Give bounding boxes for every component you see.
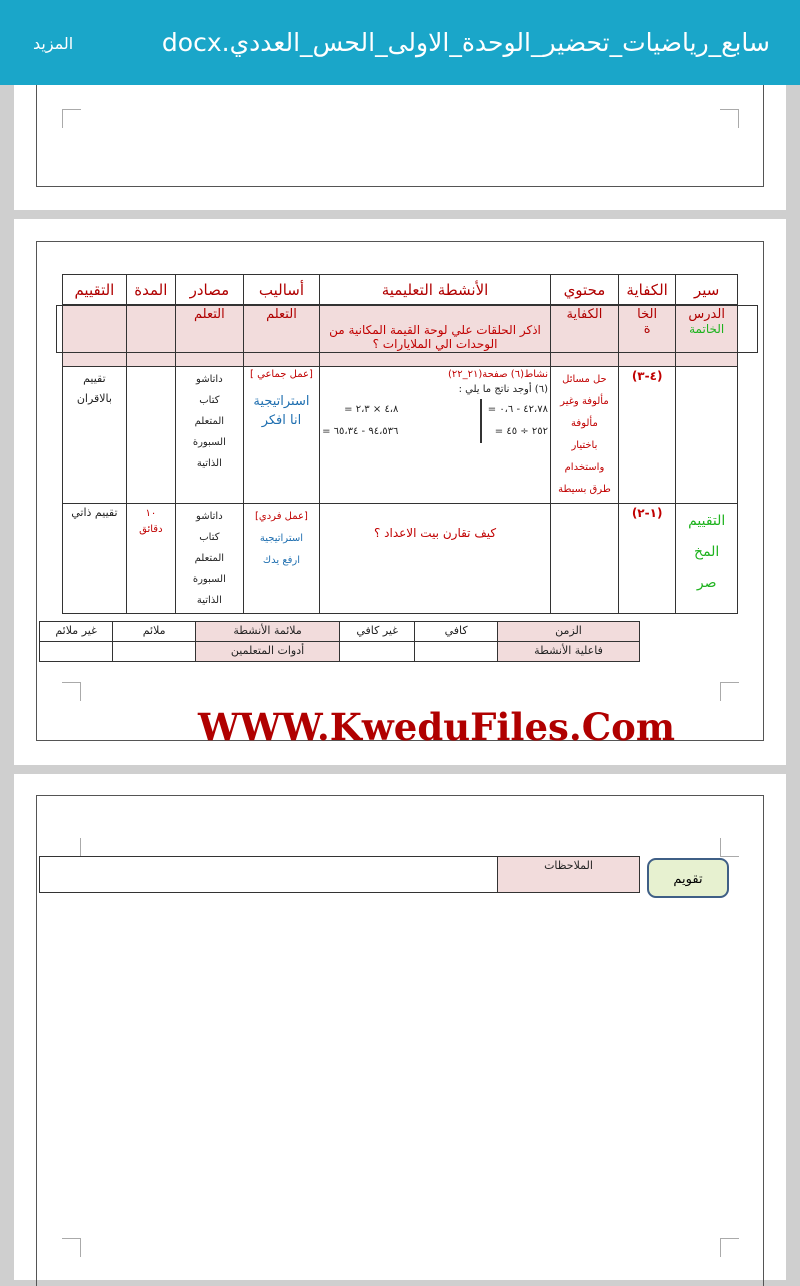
stage-label: صر — [696, 575, 717, 591]
eval-cell: تقييم ذاتي — [63, 504, 127, 614]
method-strategy: استراتيجية — [253, 394, 310, 409]
page-2 — [14, 219, 786, 765]
kifaya-header: الكفاية — [550, 305, 618, 367]
app-bar — [0, 0, 800, 85]
notes-label: الملاحظات — [498, 857, 640, 893]
activity-question: (٦) أوجد ناتج ما يلي : — [458, 384, 548, 395]
page-1 — [14, 85, 786, 210]
crop-mark — [62, 109, 81, 128]
content-line: مألوفة وغير — [560, 396, 609, 407]
crop-mark — [720, 109, 739, 128]
kifaya-sub: الخا — [637, 307, 658, 322]
method-strategy: استراتيجية — [259, 533, 303, 544]
stage-label: التقييم — [688, 513, 726, 529]
content-line: مألوفة — [571, 418, 598, 429]
eval-line: بالاقران — [76, 392, 112, 405]
resource-line: داتاشو — [196, 511, 223, 522]
footer-cell: غير ملائم — [40, 622, 113, 642]
evaluation-table — [39, 621, 640, 662]
crop-mark — [62, 1238, 81, 1257]
content-line: واستخدام — [564, 462, 605, 473]
header-cell: مصادر — [175, 275, 243, 305]
kifaya-sub-end: ة — [643, 322, 651, 337]
resource-line: المتعلم — [194, 553, 225, 564]
taallum-label: التعلم — [175, 305, 243, 367]
activity-question: كيف تقارن بيت الاعداد ؟ — [320, 504, 551, 614]
header-cell: أساليب — [243, 275, 319, 305]
duration-value: ١٠ — [145, 508, 157, 519]
crop-mark — [720, 838, 739, 857]
duration-unit: دقائق — [139, 524, 163, 535]
resource-line: السبورة — [192, 437, 226, 448]
notes-table — [39, 856, 640, 893]
resource-line: السبورة — [192, 574, 226, 585]
stage-label: المخ — [694, 544, 720, 560]
resource-line: الذاتية — [196, 595, 222, 606]
page-frame — [36, 85, 764, 187]
resource-line: داتاشو — [196, 374, 223, 385]
resource-line: كتاب — [199, 395, 220, 406]
crop-mark — [720, 682, 739, 701]
method-name: ارفع يدك — [262, 555, 301, 566]
footer-cell — [40, 642, 113, 662]
method-type: [عمل فردي] — [255, 511, 308, 522]
content-line: باختيار — [571, 440, 598, 451]
page-3 — [14, 774, 786, 1280]
resource-line: الذاتية — [196, 458, 222, 469]
taqweem-button[interactable]: تقويم — [647, 858, 729, 898]
footer-cell: غير كافي — [340, 622, 415, 642]
method-name: انا افكر — [261, 413, 302, 428]
header-cell: الأنشطة التعليمية — [320, 275, 551, 305]
overlay-frame — [56, 305, 758, 353]
math-item: ٩٤،٥٣٦ - ٦٥،٣٤ = — [322, 426, 399, 437]
crop-mark — [62, 838, 81, 857]
math-item: ٤٢،٧٨ - ٠،٦ = — [487, 404, 548, 415]
document-title: سابع_رياضيات_تحضير_الوحدة_الاولى_الحس_العددي.docx — [161, 28, 770, 57]
eval-line: تقييم — [83, 372, 106, 385]
more-button[interactable]: المزيد — [33, 34, 74, 53]
taallum-label: التعلم — [243, 305, 319, 367]
notes-value — [40, 857, 498, 893]
dars-label: الدرس — [688, 307, 725, 322]
content-line: حل مسائل — [562, 374, 607, 385]
header-cell: المدة — [126, 275, 175, 305]
footer-cell — [415, 642, 498, 662]
footer-cell — [113, 642, 196, 662]
crop-mark — [720, 1238, 739, 1257]
math-item: ٢٥٢ ÷ ٤٥ = — [494, 426, 548, 437]
header-cell: الكفاية — [618, 275, 675, 305]
footer-cell: أدوات المتعلمين — [196, 642, 340, 662]
activity-title: نشاط(٦) صفحة(٢١_٢٢) — [447, 369, 548, 380]
header-cell: محتوي — [550, 275, 618, 305]
khatima-activity: اذكر الحلقات علي لوحة القيمة المكانية من الوحدات الي الملايارات ؟ — [320, 305, 551, 367]
math-item: ٤،٨ × ٢،٣ = — [344, 404, 399, 415]
kifaya-code: (١-٢) — [618, 504, 675, 614]
footer-cell: الزمن — [498, 622, 640, 642]
footer-cell: ملائمة الأنشطة — [196, 622, 340, 642]
footer-cell: كافي — [415, 622, 498, 642]
resource-line: المتعلم — [194, 416, 225, 427]
watermark: WWW.KweduFiles.Com — [198, 705, 676, 749]
method-type: [عمل جماعي ] — [250, 369, 313, 380]
footer-cell — [340, 642, 415, 662]
footer-cell: ملائم — [113, 622, 196, 642]
khatima-label: الخاتمة — [689, 322, 725, 336]
content-line: طرق بسيطة — [558, 484, 611, 495]
kifaya-code: (٤-٣) — [618, 367, 675, 504]
footer-cell: فاعلية الأنشطة — [498, 642, 640, 662]
header-cell: التقييم — [63, 275, 127, 305]
resource-line: كتاب — [199, 532, 220, 543]
crop-mark — [62, 682, 81, 701]
header-cell: سير — [676, 275, 738, 305]
